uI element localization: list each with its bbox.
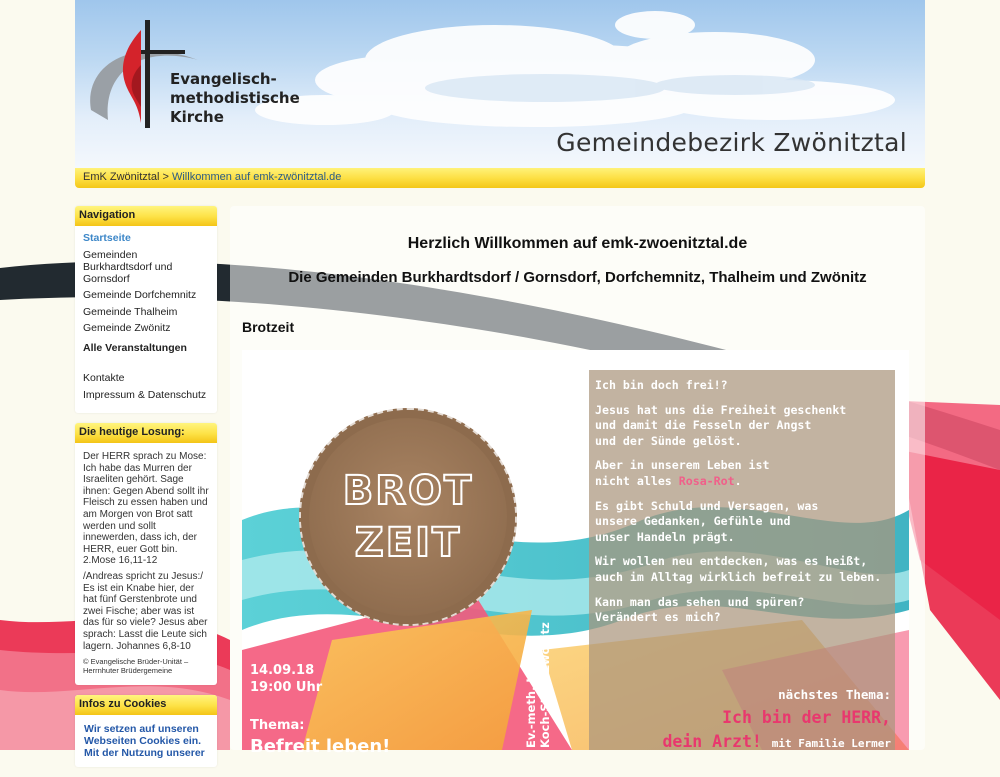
zeit-text: ZEIT: [354, 520, 462, 566]
event-date: 14.09.18: [250, 663, 315, 678]
event-time: 19:00 Uhr: [250, 680, 323, 695]
cookies-box: [75, 695, 217, 767]
breadcrumb-current-link[interactable]: Willkommen auf emk-zwönitztal.de: [171, 171, 342, 183]
breadcrumb-separator: >: [162, 171, 169, 183]
nav-item-zwoenitz[interactable]: Gemeinde Zwönitz: [83, 322, 171, 334]
next-theme-title: [663, 706, 892, 756]
brotzeit-logo-text: [301, 465, 515, 569]
nav-item-dorfchemnitz[interactable]: Gemeinde Dorfchemnitz: [83, 289, 197, 301]
church-logo-text: [170, 70, 300, 127]
losung-body: [75, 443, 217, 685]
nav-item-burkhardtsdorf-gornsdorf[interactable]: Gemeinden Burkhardtsdorf und Gornsdorf: [83, 248, 173, 285]
losung-text-2: /Andreas spricht zu Jesus:/ Es ist ein Knabe hier, der hat fünf Gerstenbrote und zwei Fische; aber was ist das für so viele? Jesus aber sprach: Lasst die Leute sich lagern. Johannes 6,8-10: [83, 570, 208, 652]
panel-paragraph-4: Es gibt Schuld und Versagen, was unsere Gedanken, Gefühle und unser Handeln prägt.: [595, 498, 819, 544]
poster-panel-text: [595, 378, 895, 635]
cookies-text: Wir setzen auf unseren Webseiten Cookies ein. Mit der Nutzung unserer: [84, 723, 205, 760]
losung-copyright: © Evangelische Brüder-Unität – Herrnhuter Brüdergemeine: [83, 657, 189, 676]
navigation-box: [75, 206, 217, 413]
welcome-heading: Herzlich Willkommen auf emk-zwoenitztal.de: [407, 235, 748, 252]
logo-line-2: methodistische: [170, 89, 300, 107]
next-theme-line-1: Ich bin der HERR,: [722, 708, 891, 727]
event-location: [524, 598, 552, 748]
district-title: Gemeindebezirk Zwönitztal: [556, 128, 907, 157]
page-wrapper: [75, 0, 925, 760]
logo-line-3: Kirche: [170, 108, 224, 126]
losung-box: [75, 423, 217, 685]
location-line-1: Ev.-meth. Kirche: [524, 641, 538, 748]
nav-item-impressum[interactable]: Impressum & Datenschutz: [83, 388, 207, 401]
panel-p3-start: Aber in unserem Leben ist nicht alles: [595, 458, 770, 488]
nav-item-alle-veranstaltungen[interactable]: Alle Veranstaltungen: [83, 342, 187, 354]
main-content: [230, 206, 925, 757]
next-theme-label: nächstes Thema:: [778, 687, 891, 702]
nav-item-kontakte[interactable]: Kontakte: [83, 372, 125, 384]
section-title: Brotzeit: [242, 319, 295, 335]
sidebar: [75, 206, 217, 777]
event-datetime: [250, 662, 322, 696]
cookies-title: Infos zu Cookies: [75, 695, 217, 715]
next-theme-line-2-text: dein Arzt!: [662, 732, 762, 751]
breadcrumb-home-link[interactable]: EmK Zwönitztal: [83, 171, 160, 183]
next-theme-family: mit Familie Lermer: [771, 737, 891, 750]
communities-subtitle: Die Gemeinden Burkhardtsdorf / Gornsdorf, Dorfchemnitz, Thalheim und Zwönitz: [288, 269, 867, 286]
site-header: [75, 0, 925, 168]
brot-text: BROT: [342, 468, 474, 514]
panel-paragraph-1: Ich bin doch frei!?: [595, 378, 728, 392]
panel-paragraph-5: Wir wollen neu entdecken, was es heißt, auch im Alltag wirklich befreit zu leben.: [595, 554, 882, 584]
breadcrumb: [75, 168, 925, 188]
losung-title: Die heutige Losung:: [75, 423, 217, 443]
brotzeit-poster: [242, 350, 909, 757]
theme-value: Befreit leben!: [250, 736, 391, 757]
panel-paragraph-2: Jesus hat uns die Freiheit geschenkt und damit die Fesseln der Angst und der Sünde gelöst.: [595, 402, 847, 448]
panel-p3-end: .: [734, 473, 742, 488]
location-line-2: Koch-Str. 1 Zwönitz: [538, 622, 552, 748]
nav-item-thalheim[interactable]: Gemeinde Thalheim: [83, 305, 178, 318]
losung-text-1: Der HERR sprach zu Mose: Ich habe das Murren der Israeliten gehört. Sage ihnen: Gegen Abend sollt ihr Fleisch zu essen haben und am Morgen von Brot satt werden und sollt innewerden, dass ich, der HERR, euer Gott bin. 2.Mose 16,11-12: [83, 451, 209, 567]
panel-paragraph-6: Kann man das sehen und spüren? Verändert es mich?: [595, 594, 805, 625]
brotzeit-logo: [299, 408, 517, 626]
logo-line-1: Evangelisch-: [170, 70, 277, 88]
next-theme-line-2: [663, 730, 892, 756]
panel-p3-rosa: Rosa-Rot: [678, 473, 735, 488]
navigation-title: Navigation: [75, 206, 217, 226]
panel-paragraph-3: [595, 458, 895, 489]
nav-item-startseite[interactable]: Startseite: [83, 232, 131, 244]
navigation-list: [75, 226, 217, 413]
theme-label: Thema:: [250, 718, 305, 733]
